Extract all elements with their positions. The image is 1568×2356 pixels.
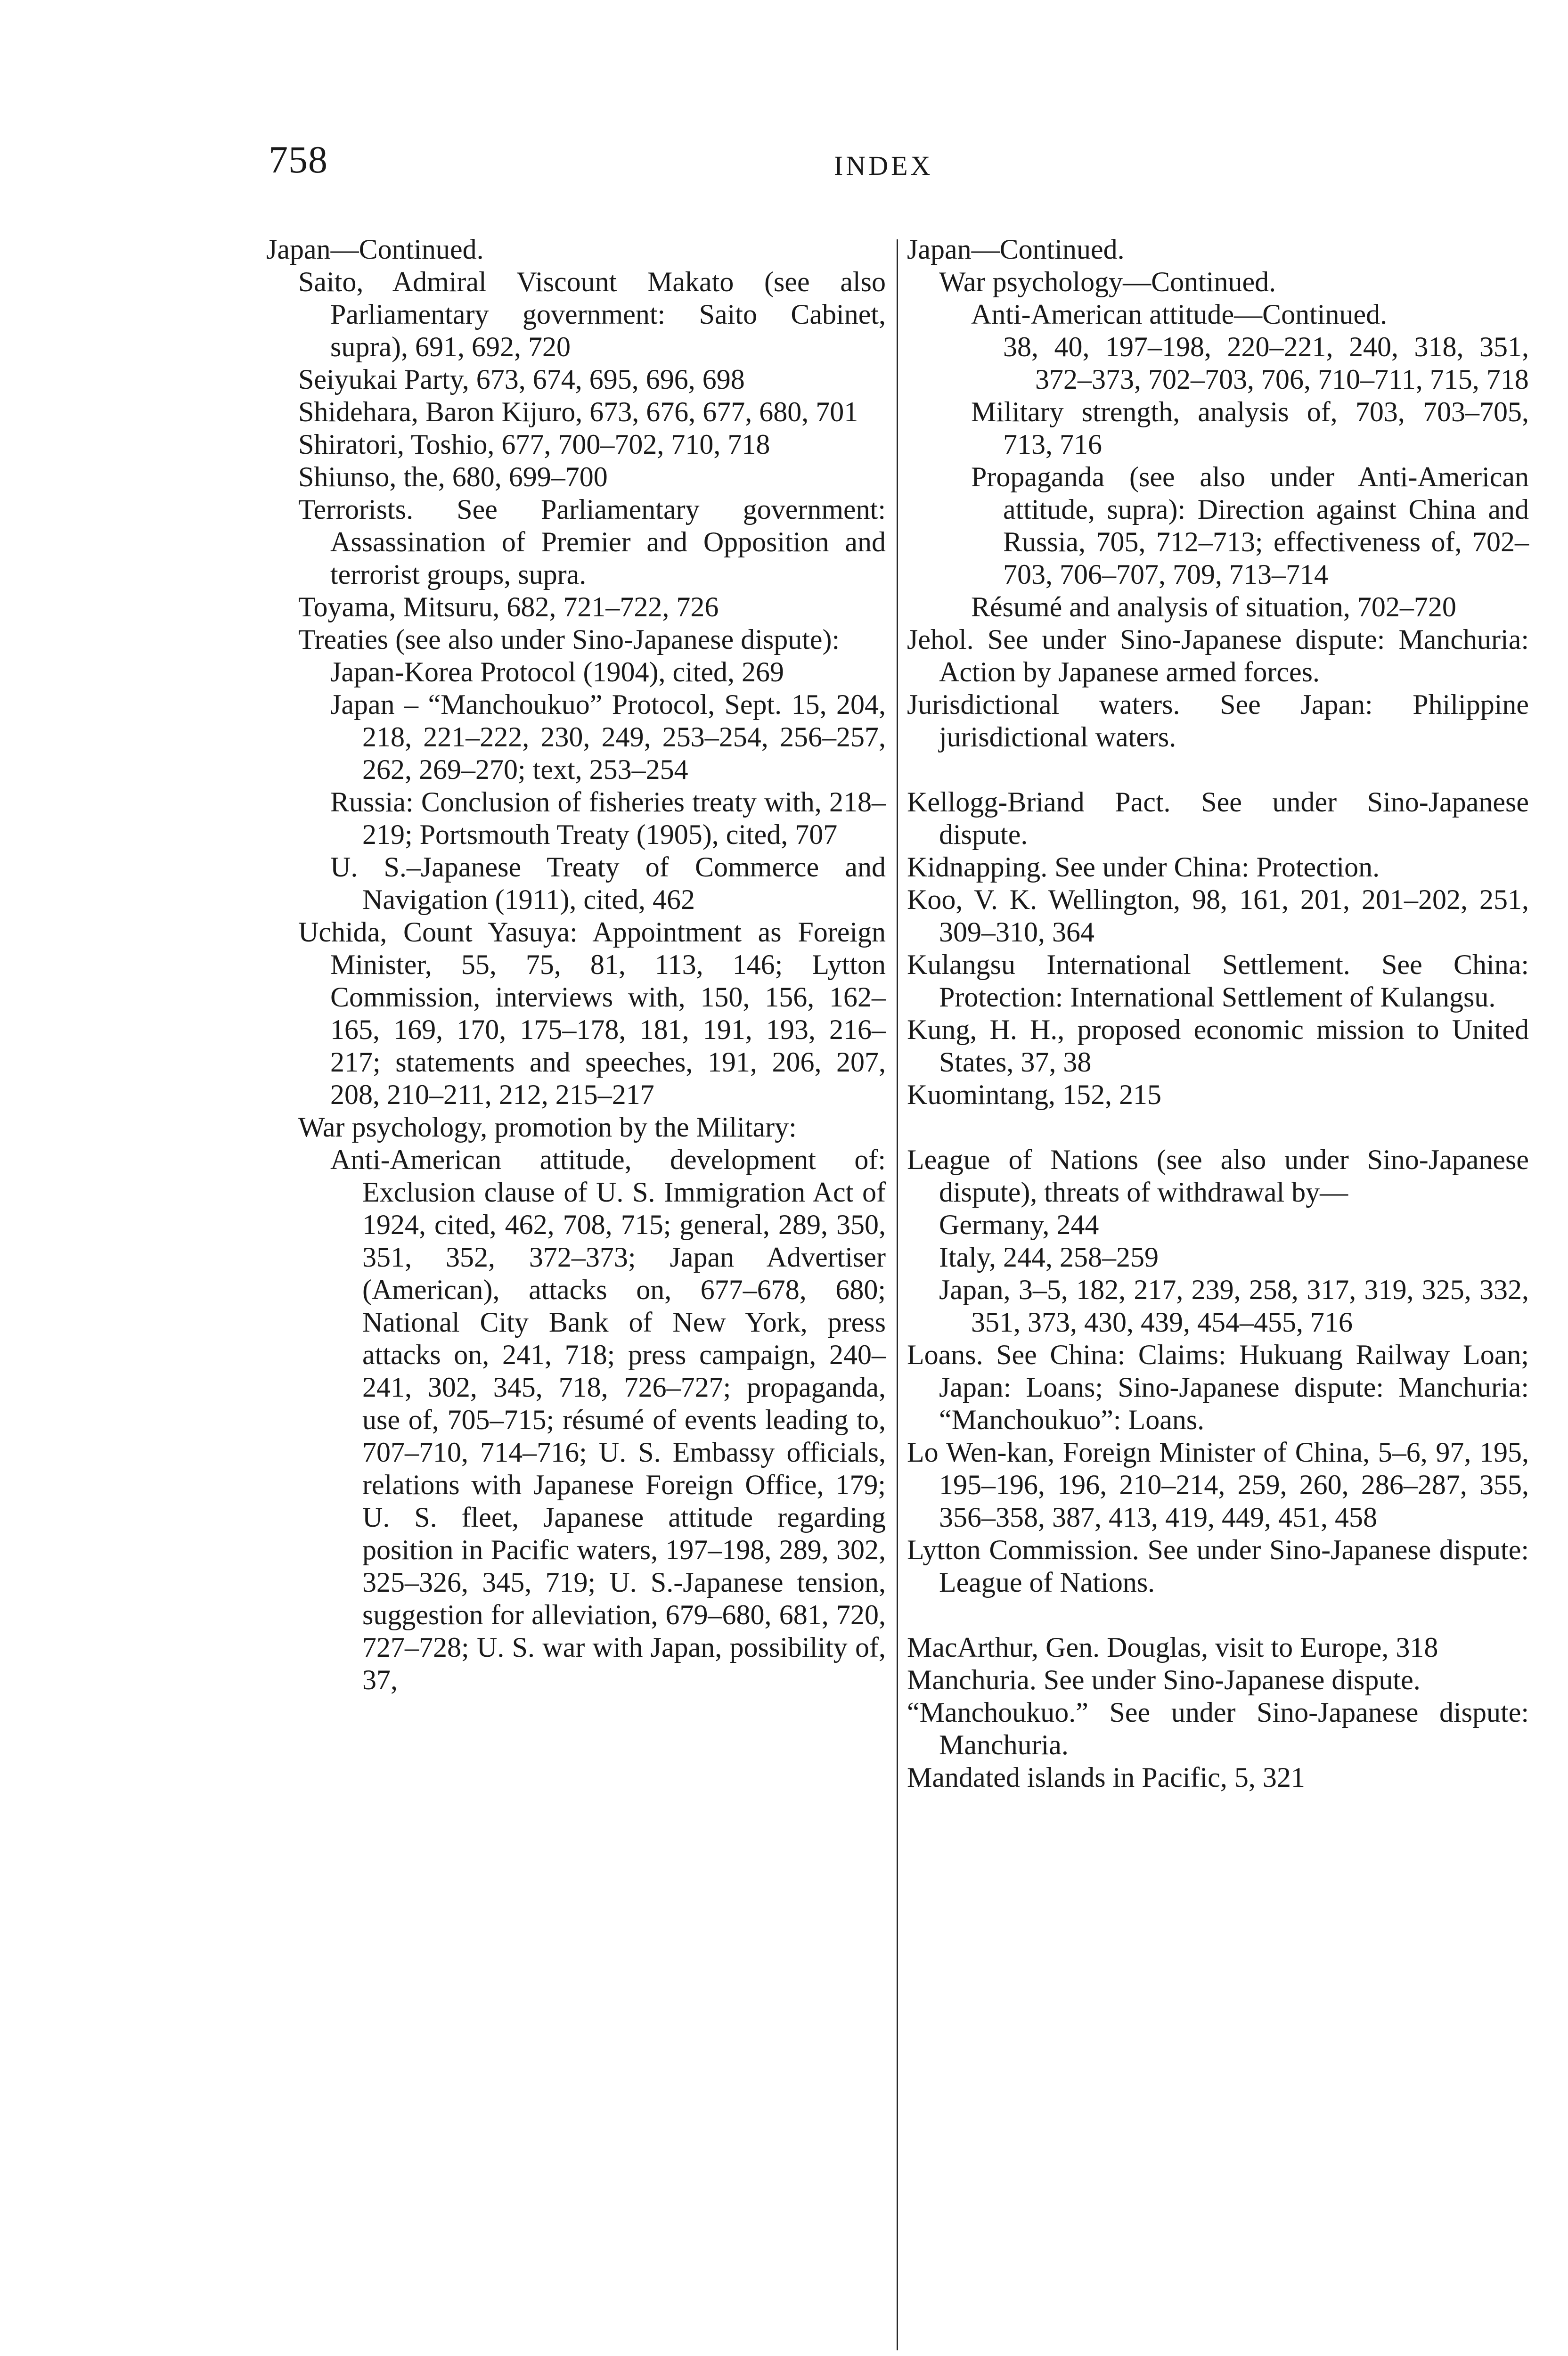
index-entry: U. S.–Japanese Treaty of Commerce and Navigation (1911), cited, 462 — [330, 851, 886, 915]
index-entry: Kung, H. H., proposed economic mission to United States, 37, 38 — [907, 1014, 1529, 1078]
index-entry: Kellogg-Briand Pact. See under Sino-Japanese dispute. — [907, 786, 1529, 850]
running-head: INDEX — [834, 150, 933, 181]
section-gap — [907, 753, 1529, 786]
index-entry: Military strength, analysis of, 703, 703–705, 713, 716 — [971, 396, 1529, 460]
index-entry: Anti-American attitude—Continued. — [971, 299, 1388, 330]
index-entry: Résumé and analysis of situation, 702–720 — [971, 591, 1456, 622]
index-entry: Shiratori, Toshio, 677, 700–702, 710, 718 — [298, 429, 770, 460]
index-entry: Shidehara, Baron Kijuro, 673, 676, 677, 680, 701 — [298, 396, 858, 427]
section-gap — [907, 1599, 1529, 1631]
index-entry: MacArthur, Gen. Douglas, visit to Europe, 318 — [907, 1632, 1438, 1663]
index-entry: Anti-American attitude, development of: Exclusion clause of U. S. Immigration Act of 1924, cited, 462, 708, 715; general, 289, 350, 351, 352, 372–373; Japan Advertiser (American), attacks on, 677–678, 680; National City Bank of New York, press attacks on, 241, 718; press campaign, 240–241, 302, 345, 718, 726–727; propaganda, use of, 705–715; résumé of events leading to, 707–710, 714–716; U. S. Embassy officials, relations with Japanese Foreign Office, 179; U. S. fleet, Japanese attitude regarding position in Pacific waters, 197–198, 289, 302, 325–326, 345, 719; U. S.-Japanese tension, suggestion for alleviation, 679–680, 681, 720, 727–728; U. S. war with Japan, possibility of, 37, — [330, 1144, 886, 1695]
index-entry: War psychology, promotion by the Military: — [298, 1112, 797, 1143]
page-number: 758 — [269, 138, 328, 181]
index-column-right — [907, 233, 1529, 1794]
index-entry: Treaties (see also under Sino-Japanese dispute): — [298, 624, 840, 655]
index-entry: Terrorists. See Parliamentary government: Assassination of Premier and Opposition and terrorist groups, supra. — [298, 494, 886, 590]
section-gap — [907, 1111, 1529, 1144]
index-entry: Koo, V. K. Wellington, 98, 161, 201, 201–202, 251, 309–310, 364 — [907, 884, 1529, 948]
index-entry: Toyama, Mitsuru, 682, 721–722, 726 — [298, 591, 719, 622]
index-entry: Italy, 244, 258–259 — [939, 1242, 1159, 1273]
index-entry: Russia: Conclusion of fisheries treaty with, 218–219; Portsmouth Treaty (1905), cited, 707 — [330, 786, 886, 850]
index-entry: Jehol. See under Sino-Japanese dispute: Manchuria: Action by Japanese armed forces. — [907, 624, 1529, 687]
index-entry: Kulangsu International Settlement. See China: Protection: International Settlement of Kulangsu. — [907, 949, 1529, 1013]
index-entry: Jurisdictional waters. See Japan: Philippine jurisdictional waters. — [907, 689, 1529, 753]
index-entry: Manchuria. See under Sino-Japanese dispute. — [907, 1664, 1421, 1695]
column-divider — [897, 239, 898, 2350]
index-entry: Seiyukai Party, 673, 674, 695, 696, 698 — [298, 364, 745, 395]
index-entry: War psychology—Continued. — [939, 266, 1276, 297]
index-entry: Japan—Continued. — [266, 234, 484, 265]
index-entry: Uchida, Count Yasuya: Appointment as Foreign Minister, 55, 75, 81, 113, 146; Lytton Commission, interviews with, 150, 156, 162–165, 169, 170, 175–178, 181, 191, 193, 216–217; statements and speeches, 191, 206, 207, 208, 210–211, 212, 215–217 — [298, 916, 886, 1110]
index-entry: Loans. See China: Claims: Hukuang Railway Loan; Japan: Loans; Sino-Japanese dispute: Manchuria: “Manchoukuo”: Loans. — [907, 1339, 1529, 1435]
index-entry: Lo Wen-kan, Foreign Minister of China, 5–6, 97, 195, 195–196, 196, 210–214, 259, 260, 286–287, 355, 356–358, 387, 413, 419, 449, 451, 458 — [907, 1437, 1529, 1533]
index-entry: Japan-Korea Protocol (1904), cited, 269 — [330, 656, 784, 687]
index-entry: Japan, 3–5, 182, 217, 239, 258, 317, 319, 325, 332, 351, 373, 430, 439, 454–455, 716 — [939, 1274, 1529, 1338]
index-entry: Saito, Admiral Viscount Makato (see also Parliamentary government: Saito Cabinet, supra), 691, 692, 720 — [298, 266, 886, 362]
index-entry: 38, 40, 197–198, 220–221, 240, 318, 351, 372–373, 702–703, 706, 710–711, 715, 718 — [1003, 331, 1529, 395]
index-entry: Japan – “Manchoukuo” Protocol, Sept. 15, 204, 218, 221–222, 230, 249, 253–254, 256–257, 262, 269–270; text, 253–254 — [330, 689, 886, 785]
index-entry: Kidnapping. See under China: Protection. — [907, 851, 1380, 883]
index-entry: Lytton Commission. See under Sino-Japanese dispute: League of Nations. — [907, 1534, 1529, 1598]
index-column-left — [266, 233, 886, 1696]
index-entry: Propaganda (see also under Anti-American attitude, supra): Direction against China and Russia, 705, 712–713; effectiveness of, 702–703, 706–707, 709, 713–714 — [971, 461, 1529, 590]
index-entry: Mandated islands in Pacific, 5, 321 — [907, 1762, 1305, 1793]
index-entry: Germany, 244 — [939, 1209, 1099, 1240]
index-entry: “Manchoukuo.” See under Sino-Japanese dispute: Manchuria. — [907, 1697, 1529, 1760]
index-entry: Shiunso, the, 680, 699–700 — [298, 461, 608, 492]
index-entry: Kuomintang, 152, 215 — [907, 1079, 1161, 1110]
index-entry: Japan—Continued. — [907, 234, 1125, 265]
index-entry: League of Nations (see also under Sino-Japanese dispute), threats of withdrawal by— — [907, 1144, 1529, 1208]
